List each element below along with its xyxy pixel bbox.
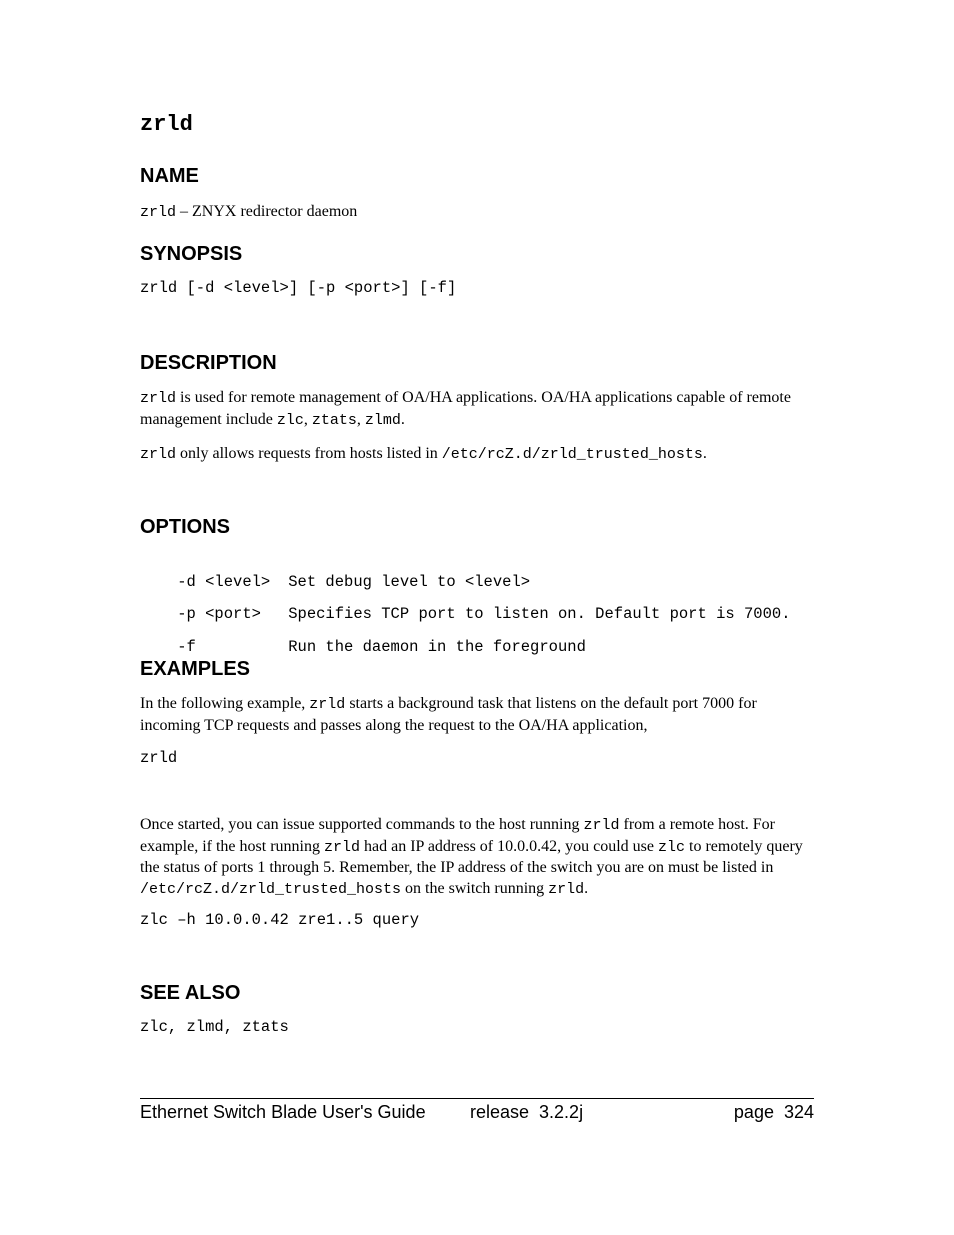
option-flag: -f	[177, 638, 196, 656]
example-text: starts a background task that listens on the default port 7000 for incoming TCP requests and passes along the request to the OA/HA application,	[140, 695, 757, 734]
synopsis-heading: SYNOPSIS	[140, 243, 243, 265]
desc-separator: ,	[303, 410, 312, 428]
desc-period: .	[702, 445, 707, 462]
example-code-2: zlc –h 10.0.0.42 zre1..5 query	[140, 911, 420, 929]
desc-cmd-zlc: zlc	[276, 411, 304, 429]
description-paragraph-1	[140, 388, 816, 431]
footer-release: release 3.2.2j	[470, 1102, 584, 1122]
name-dash: –	[176, 203, 193, 220]
example-code-1: zrld	[140, 749, 178, 767]
name-description: ZNYX redirector daemon	[192, 203, 358, 220]
see-also-refs: zlc, zlmd, ztats	[140, 1018, 289, 1036]
example-cmd-zrld: zrld	[583, 817, 620, 834]
desc-separator: ,	[356, 410, 365, 428]
example-text: to remotely query the status of ports 1 through 5. Remember, the IP address of the switch you are on must be listed in	[140, 837, 803, 876]
desc-text: is used for remote management of OA/HA applications. OA/HA applications capable of remote management include	[140, 389, 791, 428]
desc-cmd-zrld: zrld	[140, 390, 177, 407]
examples-heading: EXAMPLES	[140, 658, 251, 680]
desc-period: .	[400, 410, 405, 428]
name-heading: NAME	[140, 165, 199, 187]
option-description: Set debug level to <level>	[288, 573, 531, 591]
example-text: In the following example,	[140, 695, 310, 712]
options-heading: OPTIONS	[140, 516, 231, 538]
examples-paragraph-2	[140, 815, 816, 900]
description-paragraph-2	[140, 444, 707, 466]
example-text: on the switch running	[401, 879, 549, 897]
desc-cmd-zrld: zrld	[140, 446, 177, 463]
synopsis-usage: zrld [-d <level>] [-p <port>] [-f]	[140, 279, 457, 297]
option-description: Run the daemon in the foreground	[288, 638, 586, 656]
example-text: Once started, you can issue supported commands to the host running	[140, 816, 584, 833]
example-cmd-zlc: zlc	[658, 838, 686, 856]
example-text: from a remote host. For example, if the host running	[140, 816, 776, 855]
see-also-heading: SEE ALSO	[140, 982, 241, 1004]
description-heading: DESCRIPTION	[140, 352, 277, 374]
option-flag: -p <port>	[177, 605, 261, 623]
desc-text: only allows requests from hosts listed in	[176, 445, 442, 462]
example-text: had an IP address of 10.0.0.42, you could use	[359, 837, 659, 855]
option-flag: -d <level>	[177, 573, 271, 591]
trusted-hosts-path: /etc/rcZ.d/zrld_trusted_hosts	[441, 446, 703, 463]
example-cmd-zrld: zrld	[309, 696, 346, 713]
footer-rule	[140, 1098, 814, 1099]
example-period: .	[584, 879, 589, 897]
trusted-hosts-path: /etc/rcZ.d/zrld_trusted_hosts	[140, 880, 402, 898]
page-title: zrld	[140, 112, 193, 137]
desc-cmd-zlmd: zlmd	[364, 411, 401, 429]
option-description: Specifies TCP port to listen on. Default port is 7000.	[288, 605, 791, 623]
example-cmd-zrld: zrld	[548, 880, 585, 898]
name-line	[140, 202, 357, 224]
footer-page-number: page 324	[733, 1102, 814, 1122]
example-cmd-zrld: zrld	[323, 838, 360, 856]
name-command: zrld	[140, 204, 177, 221]
desc-cmd-ztats: ztats	[311, 411, 357, 429]
examples-paragraph-1	[140, 694, 816, 736]
footer-guide-title: Ethernet Switch Blade User's Guide	[140, 1102, 426, 1122]
